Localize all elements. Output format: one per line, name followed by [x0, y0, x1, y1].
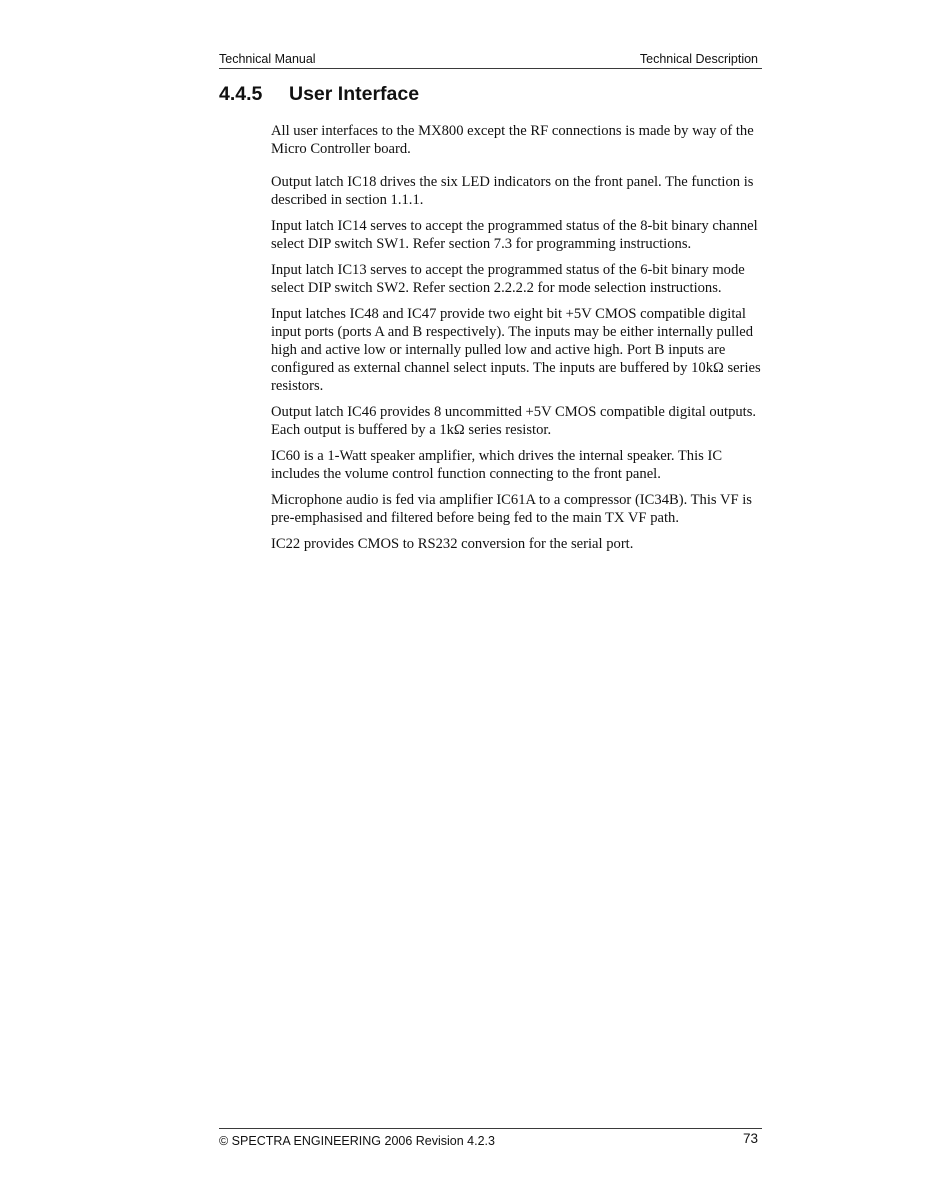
paragraph-intro: All user interfaces to the MX800 except the RF connections is made by way of the Micro Controller board. — [271, 123, 754, 157]
paragraph-ic14: Input latch IC14 serves to accept the programmed status of the 8-bit binary channel select DIP switch SW1. Refer section 7.3 for programming instructions. — [271, 218, 758, 252]
page-header — [219, 50, 762, 69]
section-body — [271, 122, 771, 561]
section-number: 4.4.5 — [219, 83, 263, 105]
page-footer — [219, 1128, 762, 1149]
header-manual-title: Technical Manual — [219, 52, 316, 66]
paragraph-ic18: Output latch IC18 drives the six LED indicators on the front panel. The function is described in section 1.1.1. — [271, 174, 754, 208]
section-heading — [219, 82, 419, 106]
paragraph-ic22: IC22 provides CMOS to RS232 conversion for the serial port. — [271, 536, 634, 552]
paragraph-ic46: Output latch IC46 provides 8 uncommitted +5V CMOS compatible digital outputs. Each output is buffered by a 1kΩ series resistor. — [271, 404, 757, 438]
section-title: User Interface — [289, 83, 420, 105]
paragraph-microphone: Microphone audio is fed via amplifier IC61A to a compressor (IC34B). This VF is pre-emphasised and filtered before being fed to the main TX VF path. — [271, 492, 752, 526]
paragraph-ic60: IC60 is a 1-Watt speaker amplifier, which drives the internal speaker. This IC includes the volume control function connecting to the front panel. — [271, 448, 723, 482]
paragraph-ic13: Input latch IC13 serves to accept the programmed status of the 6-bit binary mode select DIP switch SW2. Refer section 2.2.2.2 for mode selection instructions. — [271, 262, 745, 296]
header-chapter-title: Technical Description — [639, 52, 758, 66]
footer-copyright: © SPECTRA ENGINEERING 2006 Revision 4.2.3 — [219, 1134, 495, 1148]
page-number: 73 — [742, 1131, 758, 1146]
paragraph-ic48-ic47: Input latches IC48 and IC47 provide two eight bit +5V CMOS compatible digital input ports (ports A and B respectively). The inputs may be either internally pulled high and active low or internally pulled low and active high. Port B inputs are configured as external channel select inputs. The inputs are buffered by 10kΩ series resistors. — [271, 306, 761, 394]
